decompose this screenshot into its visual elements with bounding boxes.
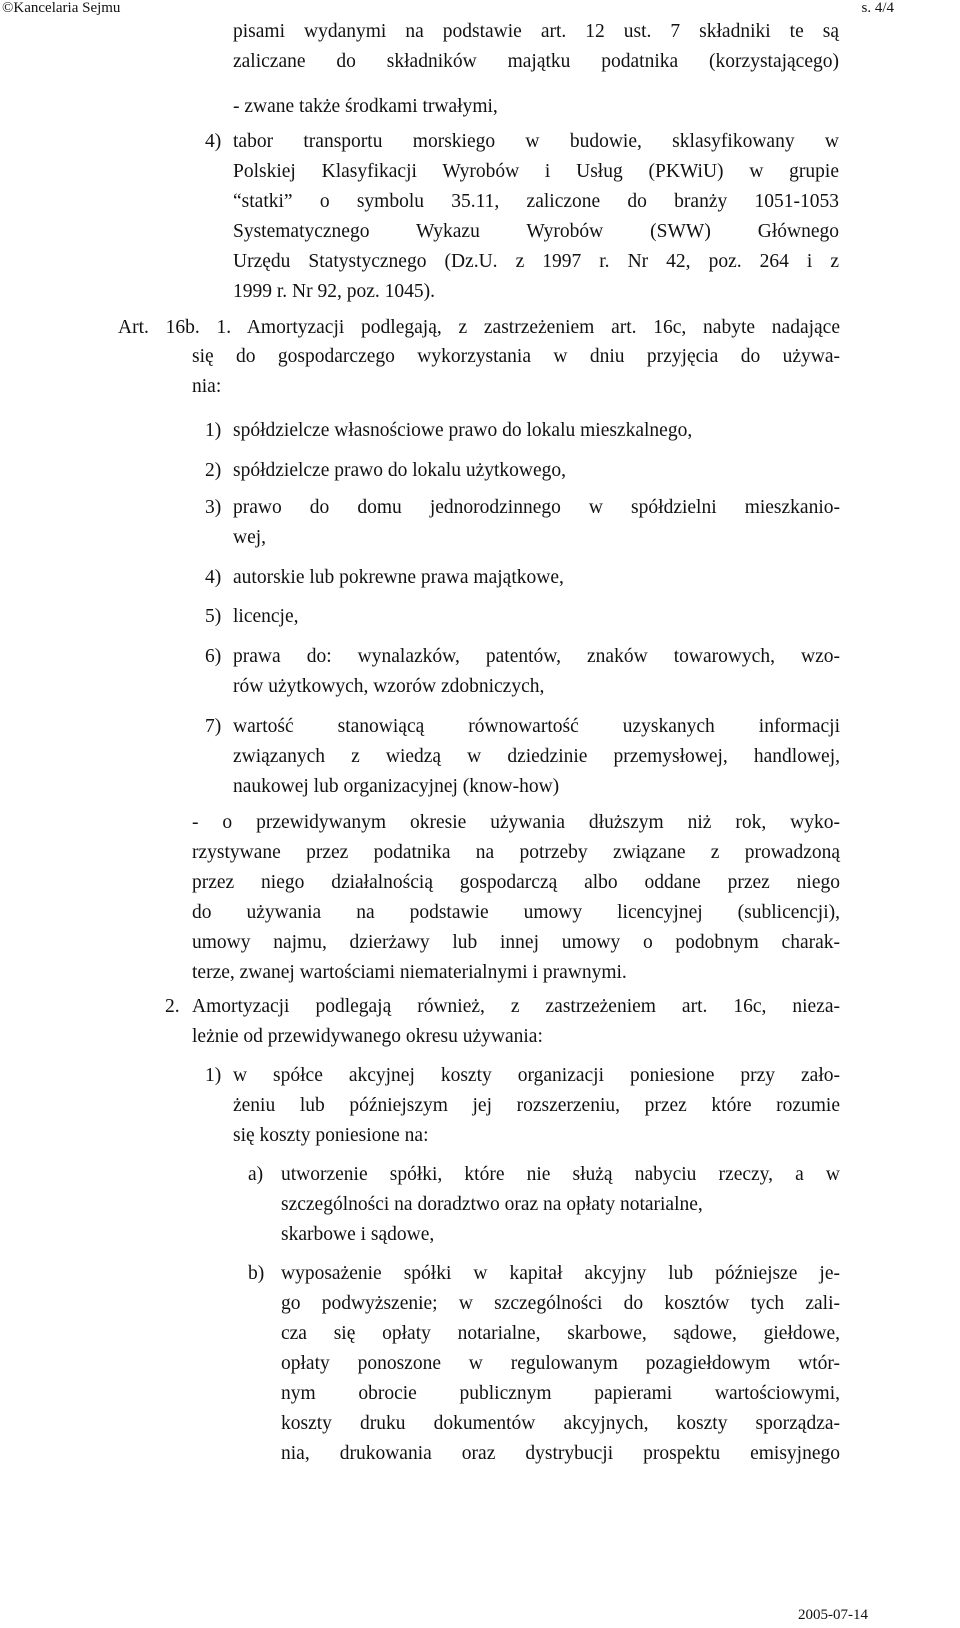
item-number: 2) xyxy=(205,460,222,481)
text-line: opłaty ponoszone w regulowanym pozagiełdowym wtór- xyxy=(281,1353,840,1374)
text-line: Art. 16b. 1. Amortyzacji podlegają, z zastrzeżeniem art. 16c, nabyte nadające xyxy=(118,317,840,338)
text-line: rów użytkowych, wzorów zdobniczych, xyxy=(233,676,545,697)
text-line: nia, drukowania oraz dystrybucji prospektu emisyjnego xyxy=(281,1443,840,1464)
article-text xyxy=(192,342,840,402)
text-line: związanych z wiedzą w dziedzinie przemysłowej, handlowej, xyxy=(233,746,840,767)
text-line: go podwyższenie; w szczególności do kosztów tych zali- xyxy=(281,1293,840,1314)
footer-date: 2005-07-14 xyxy=(798,1607,868,1623)
text-line: szczególności na doradztwo oraz na opłaty notarialne, xyxy=(281,1194,703,1215)
text-line: wej, xyxy=(233,527,267,548)
text-line: koszty druku dokumentów akcyjnych, koszty sporządza- xyxy=(281,1413,840,1434)
text-line: leżnie od przewidywanego okresu używania: xyxy=(192,1026,543,1047)
list-item xyxy=(233,1061,840,1151)
text-line: - zwane także środkami trwałymi, xyxy=(233,96,498,117)
text-line: terze, zwanej wartościami niematerialnymi i prawnymi. xyxy=(192,962,627,983)
item-number: 6) xyxy=(205,646,222,667)
list-item xyxy=(233,416,840,446)
text-line: umowy najmu, dzierżawy lub innej umowy o podobnym charak- xyxy=(192,932,840,953)
continuation-text-end xyxy=(233,92,498,122)
list-item xyxy=(233,456,840,486)
text-line: przez niego działalnością gospodarczą albo oddane przez niego xyxy=(192,872,840,893)
item-number: 7) xyxy=(205,716,222,737)
list-item xyxy=(281,1259,840,1469)
continuation-text xyxy=(233,17,839,77)
section-number: 2. xyxy=(165,996,180,1017)
item-number: 5) xyxy=(205,606,222,627)
text-line: w spółce akcyjnej koszty organizacji poniesione przy zało- xyxy=(233,1065,840,1086)
item-number: 1) xyxy=(205,1065,222,1086)
text-line: Urzędu Statystycznego (Dz.U. z 1997 r. Nr 42, poz. 264 i z xyxy=(233,251,839,272)
header-copyright: ©Kancelaria Sejmu xyxy=(2,0,121,16)
text-line: skarbowe i sądowe, xyxy=(281,1224,435,1245)
item-number: 4) xyxy=(205,567,222,588)
page-number: s. 4/4 xyxy=(861,0,894,16)
item-number: 3) xyxy=(205,497,222,518)
text-line: wyposażenie spółki w kapitał akcyjny lub późniejsze je- xyxy=(281,1263,840,1284)
text-line: Systematycznego Wykazu Wyrobów (SWW) Głównego xyxy=(233,221,839,242)
item-letter: a) xyxy=(248,1164,264,1185)
text-line: prawa do: wynalazków, patentów, znaków towarowych, wzo- xyxy=(233,646,840,667)
text-line: się koszty poniesione na: xyxy=(233,1125,429,1146)
text-line: wartość stanowiącą równowartość uzyskanych informacji xyxy=(233,716,840,737)
text-line: “statki” o symbolu 35.11, zaliczone do branży 1051-1053 xyxy=(233,191,839,212)
section-text xyxy=(192,992,840,1052)
text-line: autorskie lub pokrewne prawa majątkowe, xyxy=(233,567,564,588)
text-line: tabor transportu morskiego w budowie, sklasyfikowany w xyxy=(233,131,839,152)
text-line: spółdzielcze prawo do lokalu użytkowego, xyxy=(233,460,567,481)
text-line: 1999 r. Nr 92, poz. 1045). xyxy=(233,281,436,302)
text-line: żeniu lub późniejszym jej rozszerzeniu, przez które rozumie xyxy=(233,1095,840,1116)
text-line: Amortyzacji podlegają również, z zastrzeżeniem art. 16c, nieza- xyxy=(192,996,840,1017)
text-line: rzystywane przez podatnika na potrzeby związane z prowadzoną xyxy=(192,842,840,863)
item-number: 4) xyxy=(205,131,222,152)
text-line: Polskiej Klasyfikacji Wyrobów i Usług (PKWiU) w grupie xyxy=(233,161,839,182)
list-item xyxy=(233,563,840,593)
text-line: nia: xyxy=(192,376,222,397)
article-heading xyxy=(118,313,840,343)
text-line: cza się opłaty notarialne, skarbowe, sądowe, giełdowe, xyxy=(281,1323,840,1344)
list-item xyxy=(233,642,840,702)
text-line: do używania na podstawie umowy licencyjnej (sublicencji), xyxy=(192,902,840,923)
item-number: 1) xyxy=(205,420,222,441)
text-line: licencje, xyxy=(233,606,299,627)
text-line: nym obrocie publicznym papierami wartościowymi, xyxy=(281,1383,840,1404)
text-line: naukowej lub organizacyjnej (know-how) xyxy=(233,776,560,797)
paragraph xyxy=(192,808,840,988)
text-line: utworzenie spółki, które nie służą nabyciu rzeczy, a w xyxy=(281,1164,840,1185)
text-line: się do gospodarczego wykorzystania w dniu przyjęcia do używa- xyxy=(192,346,840,367)
text-line: zaliczane do składników majątku podatnika (korzystającego) xyxy=(233,51,839,72)
list-item xyxy=(233,712,840,802)
list-item xyxy=(281,1160,840,1250)
text-line: pisami wydanymi na podstawie art. 12 ust. 7 składniki te są xyxy=(233,21,839,42)
list-item xyxy=(233,127,839,307)
list-item xyxy=(233,493,840,553)
list-item xyxy=(233,602,840,632)
text-line: - o przewidywanym okresie używania dłuższym niż rok, wyko- xyxy=(192,812,840,833)
text-line: spółdzielcze własnościowe prawo do lokalu mieszkalnego, xyxy=(233,420,693,441)
text-line: prawo do domu jednorodzinnego w spółdzielni mieszkanio- xyxy=(233,497,840,518)
item-letter: b) xyxy=(248,1263,265,1284)
